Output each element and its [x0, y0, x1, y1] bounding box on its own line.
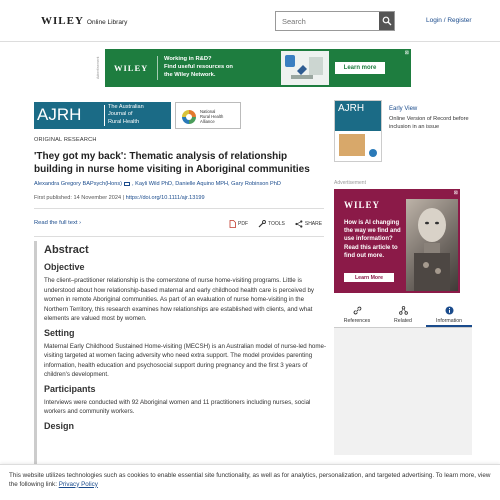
author-link[interactable]: Alexandra Gregory BAPsych(Hons)	[34, 181, 122, 187]
participants-text: Interviews were conducted with 92 Aboriginal women and 11 practitioners including nurses, social workers and community workers.	[44, 398, 311, 415]
objective-heading: Objective	[44, 262, 85, 272]
ad-divider	[157, 56, 158, 80]
author-list	[34, 181, 334, 187]
first-published-date: 14 November 2024	[73, 195, 122, 201]
search-button[interactable]	[379, 12, 394, 30]
read-full-text-link[interactable]	[34, 220, 81, 226]
share-icon	[295, 220, 303, 228]
side-ad-text: How is AI changing the way we find and use information? Read this article to find out more.	[344, 220, 401, 259]
tab-references-label: References	[343, 318, 371, 324]
email-icon[interactable]	[124, 182, 130, 186]
early-view-description: Online Version of Record before inclusion in an issue	[389, 116, 469, 130]
robot-illustration	[406, 199, 458, 291]
ad-learn-more-button[interactable]: Learn more	[335, 62, 385, 74]
link-icon	[353, 305, 362, 315]
ad-close-icon[interactable]: ⊠	[404, 50, 409, 56]
share-button[interactable]	[295, 220, 322, 228]
journal-abbr: AJRH	[37, 105, 82, 124]
search-box	[275, 11, 395, 31]
side-ad-close-icon[interactable]: ⊠	[453, 190, 458, 196]
ad-banner[interactable]	[105, 49, 411, 87]
ad-line-2: Find useful resources on	[164, 64, 233, 70]
design-heading: Design	[44, 420, 75, 431]
setting-heading: Setting	[44, 327, 75, 338]
wrench-icon	[258, 220, 266, 228]
information-panel	[334, 328, 472, 455]
early-view-label[interactable]: Early View	[389, 106, 418, 112]
objective-text: The client–practitioner relationship is the cornerstone of nurse home-visiting programs. Little is understood about how relationship-based maternal and early childhood health care is perceived by women in remote Aboriginal communities. As part of an evaluation of nurse home-visiting in the Northern Territory, this research examines how relationships are established with clients, and what elements are valued most by women.	[44, 277, 315, 322]
tab-information[interactable]	[426, 304, 472, 327]
top-advertisement	[96, 48, 411, 87]
tab-related-label: Related	[394, 318, 412, 324]
side-ad-wiley-logo: WILEY	[344, 200, 381, 210]
partner-line-1: National	[200, 109, 216, 114]
journal-divider	[104, 105, 105, 126]
logo-online-library-text: Online Library	[86, 19, 128, 26]
journal-name-line-1: The Australian	[108, 104, 144, 110]
tools-label: TOOLS	[268, 221, 285, 227]
first-published-label: First published:	[34, 195, 72, 201]
side-ad-label: Advertisement	[334, 180, 366, 186]
article-section-label: ORIGINAL RESEARCH	[34, 137, 97, 143]
search-input[interactable]	[276, 12, 379, 30]
share-label: SHARE	[304, 221, 323, 227]
ad-line-1: Working in R&D?	[164, 56, 212, 62]
tab-related[interactable]	[380, 304, 426, 327]
ad-line-3: the Wiley Network.	[164, 72, 216, 78]
article-tools	[229, 220, 322, 228]
divider	[34, 236, 324, 237]
search-icon	[382, 16, 392, 26]
journal-cover[interactable]	[334, 100, 382, 162]
lab-illustration	[281, 51, 329, 85]
pdf-icon	[229, 220, 236, 228]
partner-logo[interactable]	[175, 102, 241, 129]
abstract-accent-bar	[34, 241, 37, 466]
participants-heading: Participants	[44, 383, 96, 394]
cookie-banner	[0, 464, 500, 500]
setting-text: Maternal Early Childhood Sustained Home-visiting (MECSH) is an Australian model of nurse-led home-visiting targeted at women facing adversity who need extra support. The model provides parenting information, health education and psychosocial support during pregnancy and the first 3 years of children's development.	[44, 342, 326, 378]
ad-image	[281, 51, 329, 85]
pubinfo-separator: |	[122, 195, 126, 201]
robot-image	[406, 199, 458, 291]
cookie-text-container	[9, 472, 499, 489]
partner-line-2: Rural Health	[200, 114, 224, 119]
article-title: 'They got my back': Thematic analysis of relationship building in nurse home visiting in Aboriginal communities	[34, 151, 310, 175]
network-icon	[399, 305, 408, 315]
doi-link[interactable]: https://doi.org/10.1111/ajr.13199	[125, 195, 205, 201]
cover-abbr: AJRH	[338, 103, 365, 114]
side-ad-learn-more-button[interactable]: Learn More	[344, 273, 394, 282]
side-advertisement[interactable]	[334, 189, 460, 293]
journal-name-line-2: Journal of	[108, 111, 133, 118]
coauthor-links[interactable]: , Kayli Wild PhD, Danielle Aquino MPH, Gary Robinson PhD	[131, 181, 281, 187]
divider	[34, 208, 324, 209]
abstract-heading: Abstract	[44, 244, 89, 256]
chevron-right-icon: ›	[79, 220, 82, 226]
partner-name	[200, 109, 223, 124]
abstract-section	[44, 244, 326, 435]
read-full-text-label: Read the full text	[34, 220, 78, 226]
journal-name	[108, 104, 144, 126]
pdf-button[interactable]	[229, 220, 248, 228]
cookie-message: This website utilizes technologies such as cookies to enable essential site functionality, as well as for analytics, personalization, and targeted advertising. To learn more, view the following link:	[9, 472, 491, 488]
tab-information-label: Information	[436, 318, 462, 324]
login-register-link[interactable]: Login / Register	[426, 17, 472, 24]
wiley-online-library-logo[interactable]	[41, 15, 127, 27]
logo-wiley-text: WILEY	[41, 15, 84, 27]
ad-side-label: Advertisement	[96, 56, 100, 79]
cover-logo-icon	[369, 149, 377, 157]
publication-info	[34, 195, 205, 201]
privacy-policy-link[interactable]: Privacy Policy	[58, 480, 98, 488]
sidebar-tabs	[334, 304, 472, 328]
site-header	[0, 0, 500, 42]
pdf-label: PDF	[238, 221, 248, 227]
ad-wiley-logo: WILEY	[114, 63, 149, 73]
tab-references[interactable]	[334, 304, 380, 327]
journal-name-line-3: Rural Health	[108, 118, 140, 125]
tools-button[interactable]	[258, 220, 285, 228]
cover-image	[339, 134, 365, 156]
info-icon	[445, 305, 454, 315]
journal-banner[interactable]	[34, 102, 171, 129]
partner-line-3: Alliance	[200, 119, 215, 124]
nrha-logo-icon	[182, 110, 196, 124]
cover-header	[335, 101, 381, 131]
ad-text	[164, 55, 233, 79]
